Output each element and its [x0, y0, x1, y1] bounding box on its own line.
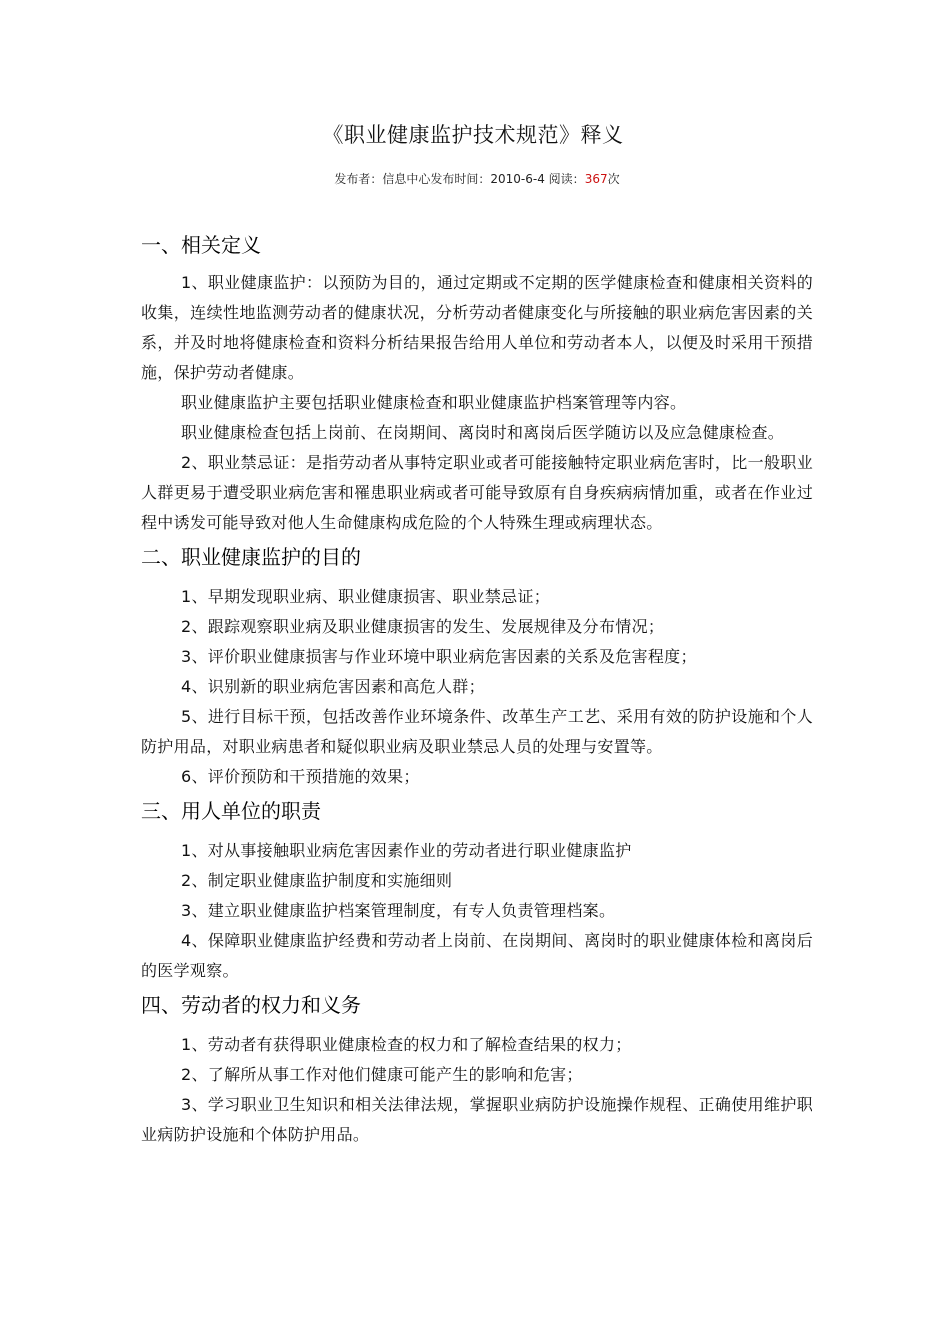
list-item: 2、跟踪观察职业病及职业健康损害的发生、发展规律及分布情况； [181, 617, 665, 636]
list-item: 1、早期发现职业病、职业健康损害、职业禁忌证； [181, 587, 551, 606]
document-page [141, 120, 813, 1150]
section-heading: 四、劳动者的权力和义务 [141, 993, 361, 1017]
paragraph: 2、职业禁忌证：是指劳动者从事特定职业或者可能接触特定职业病危害时，比一般职业人群更易于遭受职业病危害和罹患职业病或者可能导致原有自身疾病病情加重，或者在作业过程中诱发可能导致对他人生命健康构成危险的个人特殊生理或病理状态。 [141, 453, 813, 532]
paragraph: 1、职业健康监护：以预防为目的，通过定期或不定期的医学健康检查和健康相关资料的收集，连续性地监测劳动者的健康状况，分析劳动者健康变化与所接触的职业病危害因素的关系，并及时地将健康检查和资料分析结果报告给用人单位和劳动者本人，以便及时采用干预措施，保护劳动者健康。 [141, 273, 813, 382]
publish-info: 发布者：信息中心发布时间：2010-6-4 阅读： [334, 172, 585, 186]
section-heading: 三、用人单位的职责 [141, 799, 321, 823]
section-purpose [141, 542, 813, 792]
paragraph: 职业健康检查包括上岗前、在岗期间、离岗时和离岗后医学随访以及应急健康检查。 [181, 423, 785, 442]
list-item: 2、了解所从事工作对他们健康可能产生的影响和危害； [181, 1065, 583, 1084]
list-item: 3、评价职业健康损害与作业环境中职业病危害因素的关系及危害程度； [181, 647, 697, 666]
list-item: 5、进行目标干预，包括改善作业环境条件、改革生产工艺、采用有效的防护设施和个人防护用品，对职业病患者和疑似职业病及职业禁忌人员的处理与安置等。 [141, 707, 813, 756]
page-title: 《职业健康监护技术规范》释义 [322, 123, 624, 147]
list-item: 6、评价预防和干预措施的效果； [181, 767, 420, 786]
list-item: 2、制定职业健康监护制度和实施细则 [181, 871, 453, 890]
list-item: 1、劳动者有获得职业健康检查的权力和了解检查结果的权力； [181, 1035, 632, 1054]
list-item: 4、识别新的职业病危害因素和高危人群； [181, 677, 485, 696]
section-heading: 一、相关定义 [141, 233, 261, 257]
list-item: 3、建立职业健康监护档案管理制度，有专人负责管理档案。 [181, 901, 616, 920]
read-count: 367 [584, 172, 608, 186]
list-item: 3、学习职业卫生知识和相关法律法规，掌握职业病防护设施操作规程、正确使用维护职业病防护设施和个体防护用品。 [141, 1095, 813, 1144]
publish-meta [141, 170, 813, 188]
list-item: 1、对从事接触职业病危害因素作业的劳动者进行职业健康监护 [181, 841, 632, 860]
section-employer-duties [141, 796, 813, 986]
paragraph: 职业健康监护主要包括职业健康检查和职业健康监护档案管理等内容。 [181, 393, 687, 412]
list-item: 4、保障职业健康监护经费和劳动者上岗前、在岗期间、离岗时的职业健康体检和离岗后的医学观察。 [141, 931, 813, 980]
section-heading: 二、职业健康监护的目的 [141, 545, 361, 569]
section-definitions [141, 230, 813, 538]
section-worker-rights [141, 990, 813, 1150]
read-count-unit: 次 [607, 172, 620, 186]
